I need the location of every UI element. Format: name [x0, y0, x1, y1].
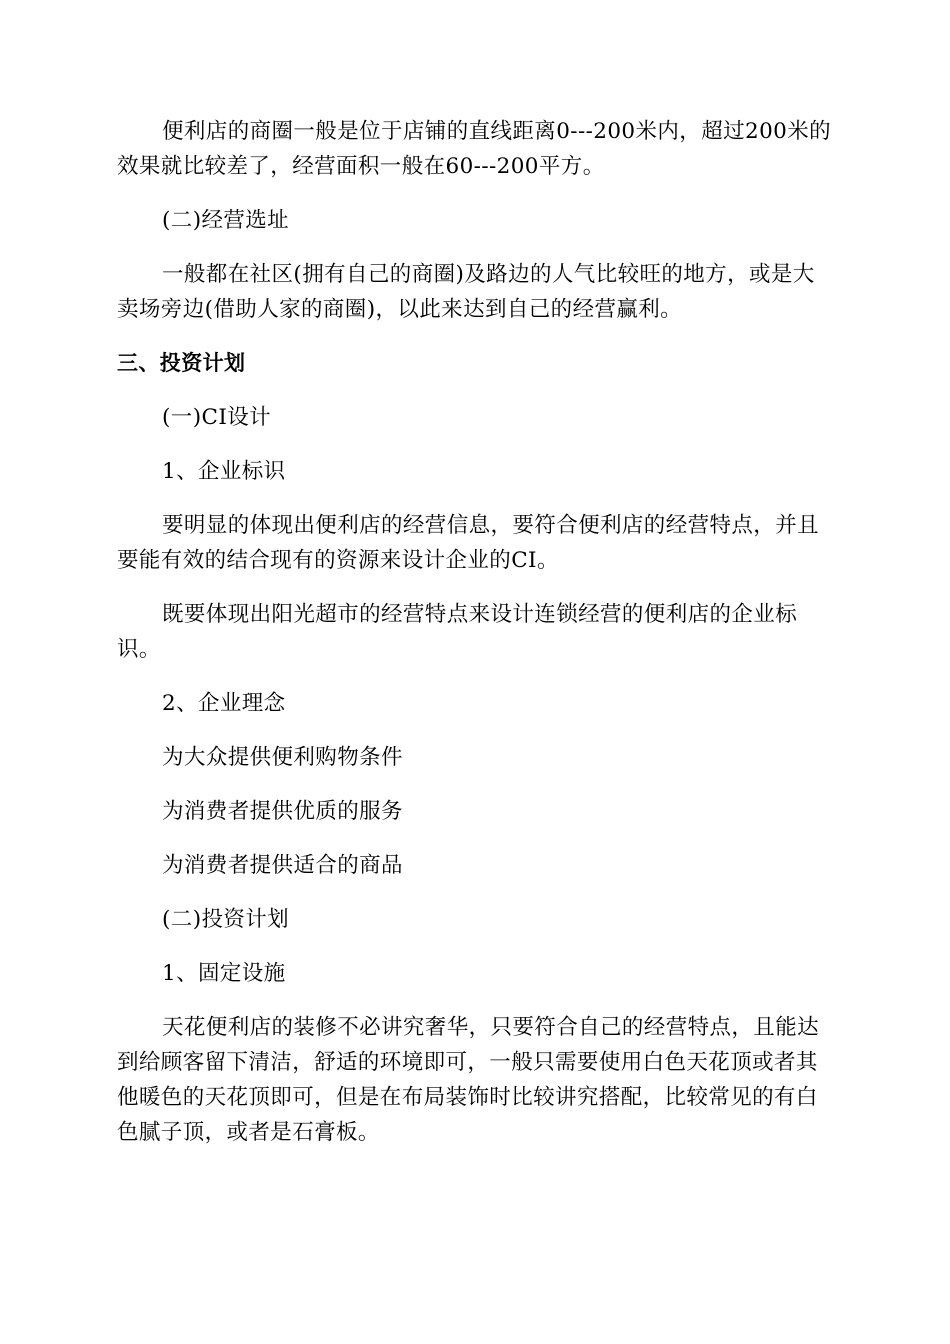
philosophy-line-1: 为大众提供便利购物条件 [162, 745, 403, 770]
subheading-investment-plan: (二)投资计划 [162, 907, 290, 932]
paragraph-trade-area: 便利店的商圈一般是位于店铺的直线距离0---200米内，超过200米的效果就比较差了，经营面积一般在60---200平方。 [117, 119, 832, 179]
section-heading-investment-plan: 三、投资计划 [117, 351, 246, 375]
philosophy-line-2: 为消费者提供优质的服务 [162, 799, 403, 824]
document-body [117, 114, 832, 1150]
paragraph-logo-requirements: 要明显的体现出便利店的经营信息，要符合便利店的经营特点，并且要能有效的结合现有的资源来设计企业的CI。 [117, 513, 820, 573]
paragraph-site-selection: 一般都在社区(拥有自己的商圈)及路边的人气比较旺的地方，或是大卖场旁边(借助人家的商圈)，以此来达到自己的经营赢利。 [117, 262, 815, 322]
paragraph-logo-design: 既要体现出阳光超市的经营特点来设计连锁经营的便利店的企业标识。 [117, 602, 798, 662]
subheading-site-selection: (二)经营选址 [162, 208, 290, 233]
item-corporate-philosophy: 2、企业理念 [162, 691, 286, 716]
philosophy-line-3: 为消费者提供适合的商品 [162, 853, 403, 878]
subheading-ci-design: (一)CI设计 [162, 405, 272, 430]
item-corporate-logo: 1、企业标识 [162, 459, 286, 484]
paragraph-ceiling-decoration: 天花便利店的装修不必讲究奢华，只要符合自己的经营特点，且能达到给顾客留下清洁，舒适的环境即可，一般只需要使用白色天花顶或者其他暖色的天花顶即可，但是在布局装饰时比较讲究搭配，比较常见的有白色腻子顶，或者是石膏板。 [117, 1015, 820, 1145]
item-fixed-facilities: 1、固定设施 [162, 961, 286, 986]
